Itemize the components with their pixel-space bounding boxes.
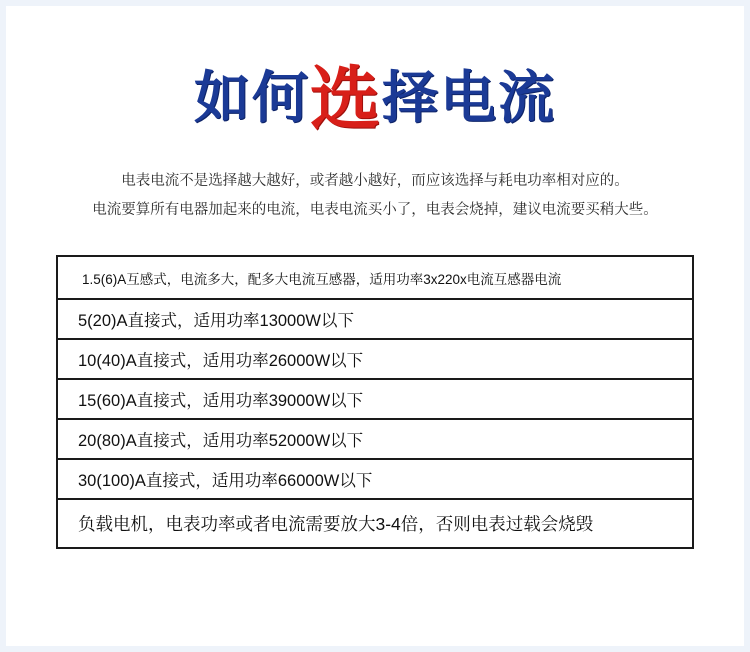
table-cell-text: 30(100)A直接式，适用功率66000W以下 <box>78 472 373 490</box>
page-content <box>6 6 744 646</box>
table-cell-text: 15(60)A直接式，适用功率39000W以下 <box>78 392 364 410</box>
title-part-after: 择电流 <box>382 66 556 129</box>
table-cell-text: 负载电机，电表功率或者电流需要放大3-4倍，否则电表过载会烧毁 <box>78 514 594 534</box>
table-row <box>58 380 692 420</box>
title-text <box>194 60 556 138</box>
table-cell-text: 5(20)A直接式，适用功率13000W以下 <box>78 312 354 330</box>
intro-line-2: 电流要算所有电器加起来的电流，电表电流买小了，电表会烧掉，建议电流要买稍大些。 <box>92 202 658 218</box>
table-row <box>58 460 692 500</box>
table-cell-text: 10(40)A直接式，适用功率26000W以下 <box>78 352 364 370</box>
table-cell-text: 20(80)A直接式，适用功率52000W以下 <box>78 432 364 450</box>
current-spec-table <box>56 255 694 549</box>
table-row <box>58 257 692 300</box>
table-row <box>58 500 692 547</box>
table-row <box>58 420 692 460</box>
intro-line-1: 电表电流不是选择越大越好，或者越小越好，而应该选择与耗电功率相对应的。 <box>121 173 629 189</box>
title-part-highlight: 选 <box>310 60 382 138</box>
table-row <box>58 340 692 380</box>
title-part-before: 如何 <box>194 66 310 129</box>
table-row <box>58 300 692 340</box>
page-title <box>6 60 744 138</box>
table-cell-text: 1.5(6)A互感式，电流多大，配多大电流互感器，适用功率3x220x电流互感器电流 <box>82 271 562 287</box>
intro-paragraph <box>6 167 744 225</box>
